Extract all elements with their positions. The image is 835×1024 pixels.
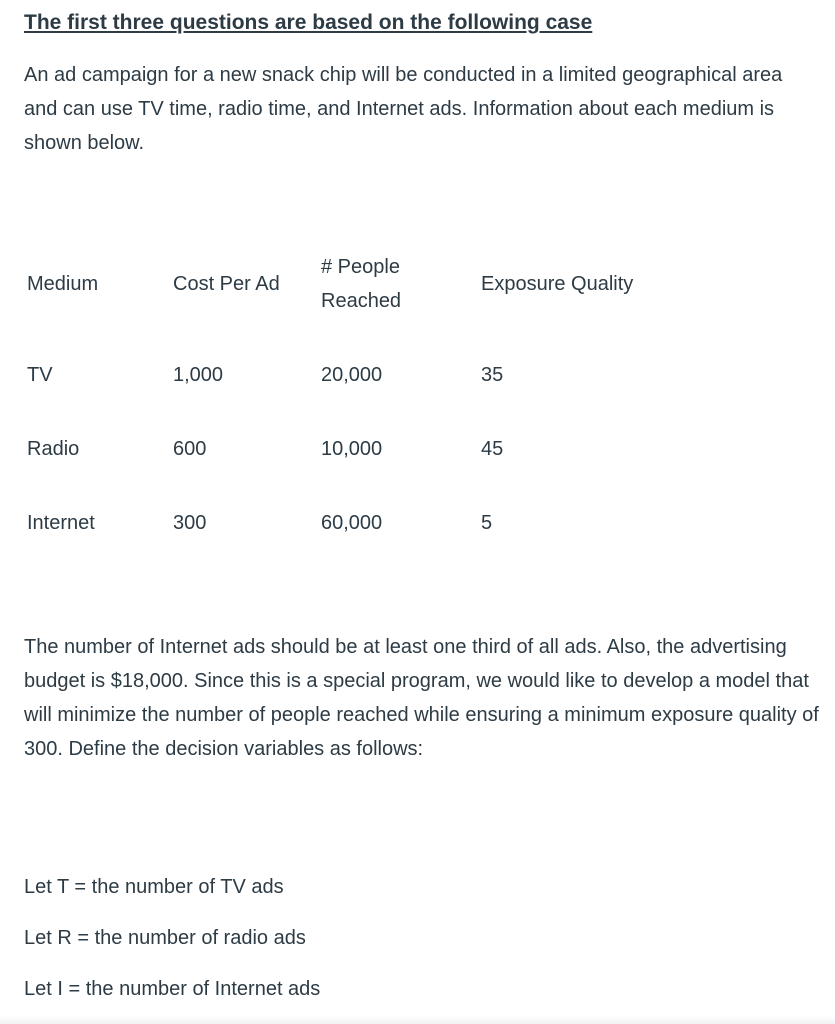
row-radio-medium: Radio [27,438,80,460]
row-radio-quality: 45 [481,438,504,460]
row-radio-cost: 600 [173,438,207,460]
row-radio-people: 10,000 [321,438,383,460]
definition-tv: Let T = the number of TV ads [24,876,284,898]
intro-text: An ad campaign for a new snack chip will be conducted in a limited geographical area and can use TV time, radio time, and Internet ads. Information about each medium is shown below. [24,64,783,154]
header-medium: Medium [27,273,99,295]
intro-paragraph [24,58,814,160]
header-exposure-quality: Exposure Quality [481,273,634,295]
row-tv-medium: TV [27,364,53,386]
row-tv-quality: 35 [481,364,504,386]
bottom-edge-shade [0,1016,835,1024]
row-tv-cost: 1,000 [173,364,224,386]
row-tv-people: 20,000 [321,364,383,386]
media-table [0,240,835,560]
row-internet-quality: 5 [481,512,493,534]
header-people-reached: # People Reached [321,256,402,312]
row-internet-cost: 300 [173,512,207,534]
row-internet-medium: Internet [27,512,95,534]
definition-radio: Let R = the number of radio ads [24,927,306,949]
row-internet-people: 60,000 [321,512,383,534]
header-cost-per-ad: Cost Per Ad [173,273,280,295]
constraints-paragraph: The number of Internet ads should be at least one third of all ads. Also, the advertising budget is $18,000. Since this is a special program, we would like to develop a model that will minimize the number of people reached while ensuring a minimum exposure quality of 300. Define the decision variables as follows: [24,636,819,760]
case-heading: The first three questions are based on the following case [24,11,593,34]
decision-variables [24,870,320,1023]
definition-internet: Let I = the number of Internet ads [24,978,321,1000]
